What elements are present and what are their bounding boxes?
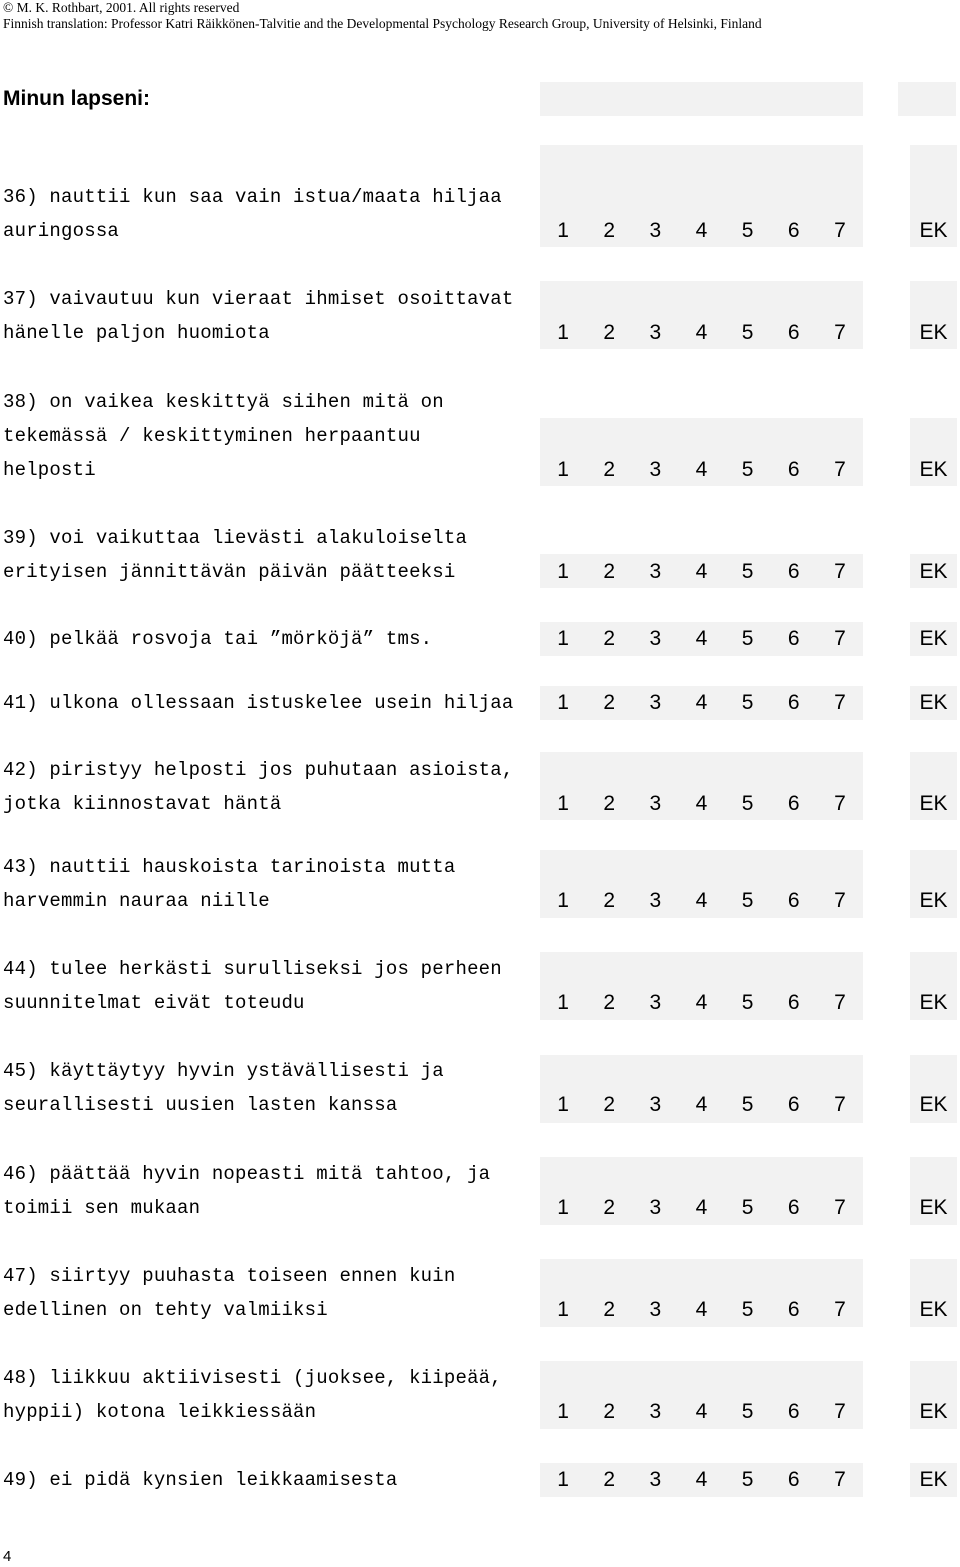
rating-option-2[interactable]: 2 [603, 321, 616, 344]
rating-option-4[interactable]: 4 [695, 889, 708, 912]
rating-option-6[interactable]: 6 [787, 627, 800, 650]
question-text-line: 49) ei pidä kynsien leikkaamisesta [3, 1469, 398, 1491]
rating-option-6[interactable]: 6 [787, 1298, 800, 1321]
rating-option-5[interactable]: 5 [741, 991, 754, 1014]
rating-option-7[interactable]: 7 [834, 219, 846, 242]
rating-scale [540, 787, 863, 821]
question-text [3, 1259, 543, 1327]
ek-option[interactable]: EK [919, 1196, 948, 1219]
rating-option-6[interactable]: 6 [787, 321, 800, 344]
rating-option-3[interactable]: 3 [649, 691, 662, 714]
rating-option-2[interactable]: 2 [603, 889, 616, 912]
page-number: 4 [3, 1548, 12, 1565]
question-text [3, 180, 543, 248]
section-title: Minun lapseni: [3, 87, 150, 110]
rating-option-6[interactable]: 6 [787, 991, 800, 1014]
rating-option-6[interactable]: 6 [787, 1093, 800, 1116]
question-text-line: 41) ulkona ollessaan istuskelee usein hiljaa [3, 692, 514, 714]
rating-option-5[interactable]: 5 [741, 889, 754, 912]
rating-option-6[interactable]: 6 [787, 1400, 800, 1423]
rating-option-7[interactable]: 7 [834, 1468, 846, 1491]
rating-option-5[interactable]: 5 [741, 560, 754, 583]
rating-option-4[interactable]: 4 [695, 1468, 708, 1491]
rating-scale [540, 884, 863, 918]
rating-option-3[interactable]: 3 [649, 627, 662, 650]
rating-option-1[interactable]: 1 [557, 560, 569, 583]
question-text-line: 38) on vaikea keskittyä siihen mitä on [3, 391, 444, 413]
question-text-line: jotka kiinnostavat häntä [3, 793, 282, 815]
rating-option-1[interactable]: 1 [557, 458, 569, 481]
rating-option-2[interactable]: 2 [603, 1093, 616, 1116]
rating-option-4[interactable]: 4 [695, 1400, 708, 1423]
rating-option-3[interactable]: 3 [649, 1400, 662, 1423]
rating-option-2[interactable]: 2 [603, 1468, 616, 1491]
rating-option-2[interactable]: 2 [603, 560, 616, 583]
rating-option-4[interactable]: 4 [695, 991, 708, 1014]
rating-scale [540, 686, 863, 720]
rating-option-2[interactable]: 2 [603, 219, 616, 242]
rating-option-4[interactable]: 4 [695, 1196, 708, 1219]
rating-option-2[interactable]: 2 [603, 691, 616, 714]
rating-option-2[interactable]: 2 [603, 458, 616, 481]
scale-header-box [540, 82, 863, 116]
rating-option-7[interactable]: 7 [834, 1093, 846, 1116]
rating-scale [540, 453, 863, 487]
question-text-line: edellinen on tehty valmiiksi [3, 1299, 328, 1321]
ek-option[interactable]: EK [919, 219, 948, 242]
question-text [3, 1054, 543, 1122]
rating-option-5[interactable]: 5 [741, 1298, 754, 1321]
question-text [3, 521, 543, 589]
translation-credit-line: Finnish translation: Professor Katri Räikkönen-Talvitie and the Developmental Psychology Research Group, University of Helsinki, Finland [3, 16, 762, 31]
rating-option-5[interactable]: 5 [741, 321, 754, 344]
question-text [3, 753, 543, 821]
rating-option-1[interactable]: 1 [557, 1298, 569, 1321]
ek-option[interactable]: EK [919, 1468, 948, 1491]
rating-option-6[interactable]: 6 [787, 219, 800, 242]
question-text [3, 686, 543, 720]
rating-option-5[interactable]: 5 [741, 1400, 754, 1423]
rating-option-1[interactable]: 1 [557, 691, 569, 714]
rating-option-4[interactable]: 4 [695, 219, 708, 242]
rating-option-4[interactable]: 4 [695, 691, 708, 714]
rating-option-5[interactable]: 5 [741, 1093, 754, 1116]
question-text-line: 42) piristyy helposti jos puhutaan asioista, [3, 759, 514, 781]
question-text-line: 48) liikkuu aktiivisesti (juoksee, kiipeää, [3, 1367, 502, 1389]
rating-scale [540, 1463, 863, 1497]
ek-option[interactable]: EK [919, 1400, 948, 1423]
rating-option-1[interactable]: 1 [557, 219, 569, 242]
rating-option-2[interactable]: 2 [603, 1196, 616, 1219]
rating-option-3[interactable]: 3 [649, 889, 662, 912]
rating-option-3[interactable]: 3 [649, 991, 662, 1014]
rating-option-2[interactable]: 2 [603, 792, 616, 815]
rating-option-7[interactable]: 7 [834, 627, 846, 650]
rating-scale [540, 316, 863, 350]
rating-option-4[interactable]: 4 [695, 627, 708, 650]
rating-option-3[interactable]: 3 [649, 458, 662, 481]
rating-option-6[interactable]: 6 [787, 1468, 800, 1491]
rating-option-1[interactable]: 1 [557, 991, 569, 1014]
rating-scale [540, 214, 863, 248]
question-text-line: seurallisesti uusien lasten kanssa [3, 1094, 398, 1116]
rating-scale [540, 622, 863, 656]
copyright-line: © M. K. Rothbart, 2001. All rights reserved [3, 0, 240, 15]
rating-option-5[interactable]: 5 [741, 792, 754, 815]
ek-header-box [898, 82, 956, 116]
rating-option-5[interactable]: 5 [741, 219, 754, 242]
ek-option[interactable]: EK [919, 991, 948, 1014]
ek-option[interactable]: EK [919, 627, 948, 650]
rating-option-5[interactable]: 5 [741, 1196, 754, 1219]
rating-option-3[interactable]: 3 [649, 1468, 662, 1491]
question-text-line: suunnitelmat eivät toteudu [3, 992, 305, 1014]
rating-option-3[interactable]: 3 [649, 321, 662, 344]
rating-option-6[interactable]: 6 [787, 889, 800, 912]
rating-scale [540, 555, 863, 589]
rating-option-1[interactable]: 1 [557, 889, 569, 912]
question-text [3, 850, 543, 918]
rating-option-1[interactable]: 1 [557, 1093, 569, 1116]
question-text-line: toimii sen mukaan [3, 1197, 201, 1219]
question-text-line: tekemässä / keskittyminen herpaantuu [3, 425, 421, 447]
rating-option-4[interactable]: 4 [695, 321, 708, 344]
ek-option[interactable]: EK [919, 1298, 948, 1321]
rating-option-7[interactable]: 7 [834, 321, 846, 344]
question-text [3, 1463, 543, 1497]
rating-option-3[interactable]: 3 [649, 1298, 662, 1321]
question-text-line: 44) tulee herkästi surulliseksi jos perheen [3, 958, 502, 980]
rating-option-6[interactable]: 6 [787, 560, 800, 583]
rating-option-2[interactable]: 2 [603, 1400, 616, 1423]
question-text [3, 1361, 543, 1429]
question-text-line: 36) nauttii kun saa vain istua/maata hiljaa [3, 186, 502, 208]
question-text-line: helposti [3, 459, 96, 481]
rating-option-4[interactable]: 4 [695, 792, 708, 815]
question-text [3, 952, 543, 1020]
rating-option-3[interactable]: 3 [649, 1093, 662, 1116]
rating-option-3[interactable]: 3 [649, 1196, 662, 1219]
question-text [3, 385, 543, 487]
rating-option-3[interactable]: 3 [649, 792, 662, 815]
ek-option[interactable]: EK [919, 792, 948, 815]
rating-option-2[interactable]: 2 [603, 627, 616, 650]
rating-option-1[interactable]: 1 [557, 321, 569, 344]
question-text [3, 1157, 543, 1225]
rating-scale [540, 1088, 863, 1122]
rating-option-5[interactable]: 5 [741, 1468, 754, 1491]
rating-option-7[interactable]: 7 [834, 560, 846, 583]
question-text-line: 43) nauttii hauskoista tarinoista mutta [3, 856, 456, 878]
ek-option[interactable]: EK [919, 560, 948, 583]
rating-option-7[interactable]: 7 [834, 691, 846, 714]
question-text [3, 622, 543, 656]
question-text-line: 37) vaivautuu kun vieraat ihmiset osoittavat [3, 288, 514, 310]
rating-option-7[interactable]: 7 [834, 458, 846, 481]
rating-option-2[interactable]: 2 [603, 1298, 616, 1321]
question-text-line: auringossa [3, 220, 120, 242]
rating-option-1[interactable]: 1 [557, 792, 569, 815]
rating-option-7[interactable]: 7 [834, 1298, 846, 1321]
rating-option-5[interactable]: 5 [741, 458, 754, 481]
question-text-line: 47) siirtyy puuhasta toiseen ennen kuin [3, 1265, 456, 1287]
rating-option-1[interactable]: 1 [557, 1196, 569, 1219]
ek-option[interactable]: EK [919, 321, 948, 344]
rating-scale [540, 1293, 863, 1327]
ek-option[interactable]: EK [919, 1093, 948, 1116]
question-text [3, 282, 543, 350]
question-text-line: 39) voi vaikuttaa lievästi alakuloiselta [3, 527, 468, 549]
rating-option-5[interactable]: 5 [741, 691, 754, 714]
rating-option-6[interactable]: 6 [787, 1196, 800, 1219]
rating-option-6[interactable]: 6 [787, 691, 800, 714]
rating-option-7[interactable]: 7 [834, 991, 846, 1014]
question-text-line: hänelle paljon huomiota [3, 322, 270, 344]
ek-option[interactable]: EK [919, 458, 948, 481]
question-text-line: hyppii) kotona leikkiessään [3, 1401, 317, 1423]
question-text-line: 40) pelkää rosvoja tai ”mörköjä” tms. [3, 628, 433, 650]
rating-option-2[interactable]: 2 [603, 991, 616, 1014]
rating-option-1[interactable]: 1 [557, 1468, 569, 1491]
rating-option-4[interactable]: 4 [695, 1093, 708, 1116]
rating-scale [540, 1191, 863, 1225]
ek-option[interactable]: EK [919, 889, 948, 912]
rating-option-6[interactable]: 6 [787, 458, 800, 481]
rating-option-4[interactable]: 4 [695, 458, 708, 481]
rating-option-5[interactable]: 5 [741, 627, 754, 650]
rating-option-7[interactable]: 7 [834, 1196, 846, 1219]
rating-option-7[interactable]: 7 [834, 792, 846, 815]
question-text-line: erityisen jännittävän päivän päätteeksi [3, 561, 456, 583]
rating-option-6[interactable]: 6 [787, 792, 800, 815]
question-text-line: 46) päättää hyvin nopeasti mitä tahtoo, ja [3, 1163, 491, 1185]
ek-option[interactable]: EK [919, 691, 948, 714]
rating-scale [540, 986, 863, 1020]
rating-option-1[interactable]: 1 [557, 627, 569, 650]
rating-option-1[interactable]: 1 [557, 1400, 569, 1423]
rating-scale [540, 1395, 863, 1429]
question-text-line: harvemmin nauraa niille [3, 890, 270, 912]
rating-option-3[interactable]: 3 [649, 560, 662, 583]
question-text-line: 45) käyttäytyy hyvin ystävällisesti ja [3, 1060, 444, 1082]
rating-option-3[interactable]: 3 [649, 219, 662, 242]
rating-option-7[interactable]: 7 [834, 1400, 846, 1423]
rating-option-4[interactable]: 4 [695, 560, 708, 583]
rating-option-4[interactable]: 4 [695, 1298, 708, 1321]
rating-option-7[interactable]: 7 [834, 889, 846, 912]
